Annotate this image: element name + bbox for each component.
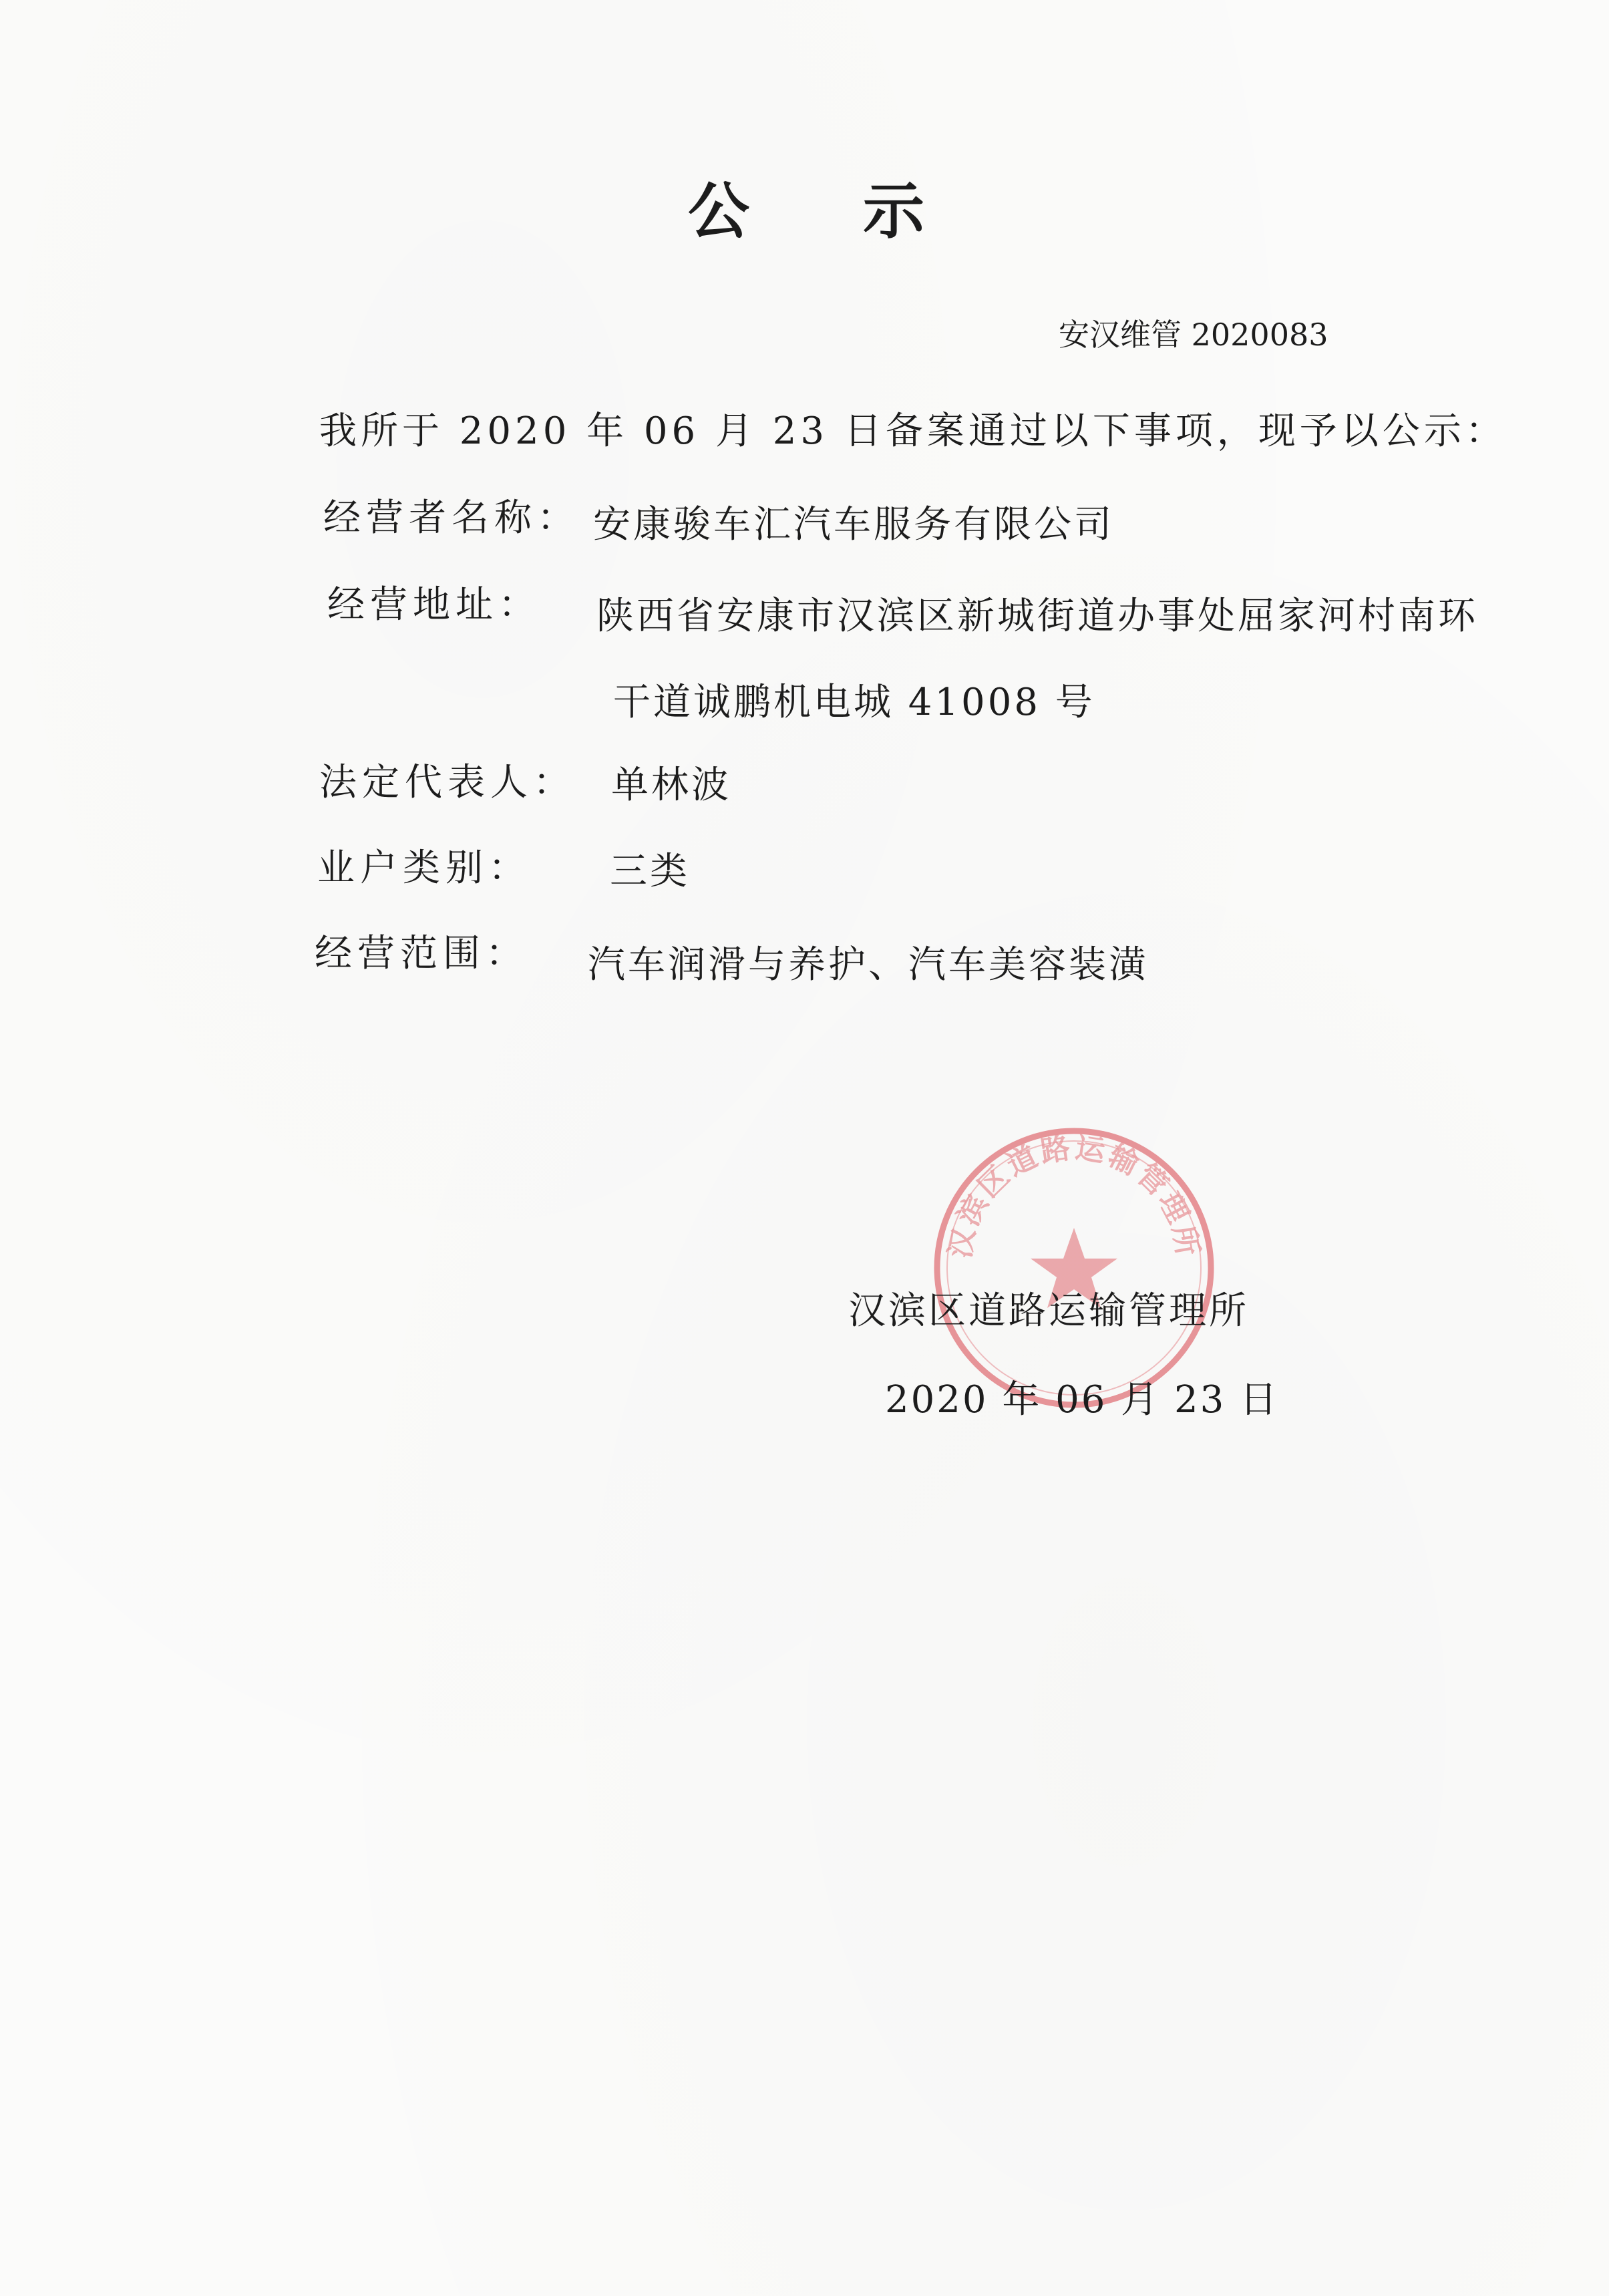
issue-date: 2020 年 06 月 23 日 — [885, 1378, 1280, 1422]
address-value-line1: 陕西省安康市汉滨区新城街道办事处屈家河村南环 — [596, 595, 1478, 638]
operator-name-label: 经营者名称： — [323, 496, 580, 540]
address-value-line2: 干道诚鹏机电城 41008 号 — [613, 681, 1095, 724]
seal-text: 汉滨区道路运输管理所 — [942, 1130, 1206, 1261]
business-scope-label: 经营范围： — [315, 932, 528, 975]
operator-name-value: 安康骏车汇汽车服务有限公司 — [593, 503, 1114, 546]
legal-representative-value: 单林波 — [611, 764, 731, 807]
intro-sentence: 我所于 2020 年 06 月 23 日备案通过以下事项，现予以公示： — [319, 409, 1507, 453]
document-number: 安汉维管 2020083 — [1059, 317, 1328, 353]
issuing-authority: 汉滨区道路运输管理所 — [848, 1289, 1249, 1333]
document-title: 公示 — [688, 175, 1038, 247]
business-category-label: 业户类别： — [317, 846, 531, 890]
business-category-value: 三类 — [610, 850, 690, 893]
business-scope-value: 汽车润滑与养护、汽车美容装潢 — [588, 943, 1149, 987]
seal-inner-ring — [947, 1141, 1201, 1395]
legal-representative-label: 法定代表人： — [319, 761, 576, 804]
official-seal — [927, 1121, 1221, 1415]
address-label: 经营地址： — [327, 583, 541, 627]
svg-text:汉滨区道路运输管理所 — [943, 1131, 1205, 1261]
seal-outer-ring — [937, 1131, 1211, 1405]
